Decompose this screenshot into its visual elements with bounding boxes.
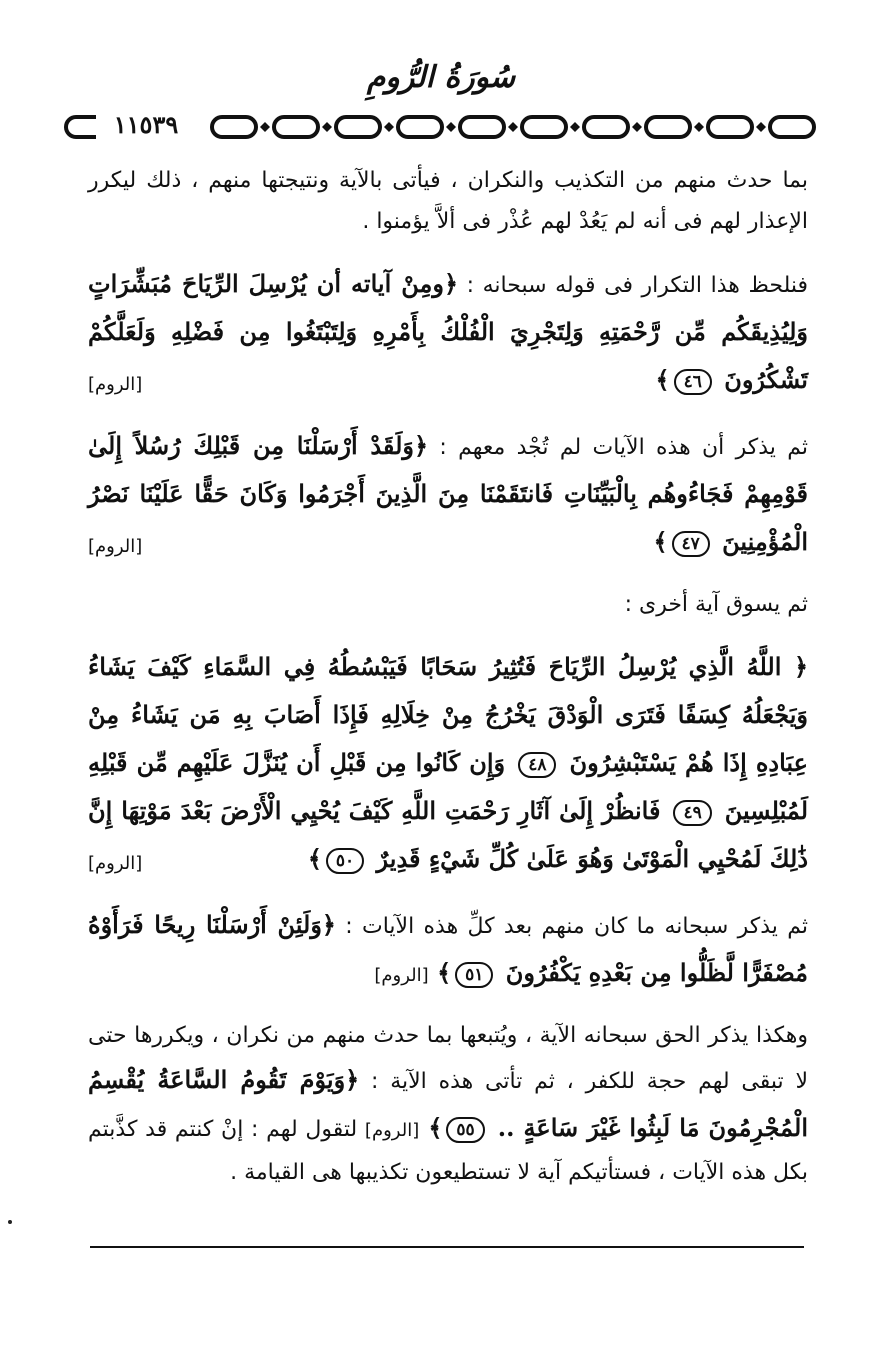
quran-verses-48-50 [88, 652, 808, 873]
surah-reference: [الروم] [374, 965, 429, 986]
open-bracket: ﴿ [443, 269, 459, 298]
close-bracket: ﴾ [653, 527, 668, 556]
ayah-number-badge: ٤٦ [674, 369, 712, 395]
open-bracket: ﴿ [793, 652, 809, 681]
page-body [88, 160, 808, 1211]
paragraph-4 [88, 584, 808, 625]
close-bracket: ﴾ [428, 1113, 443, 1142]
verse-text: وَيَوْمَ تَقُومُ السَّاعَةُ يُقْسِمُ الْمُجْرِمُونَ مَا لَبِثُوا غَيْرَ سَاعَةٍ .. [88, 1065, 809, 1142]
paragraph-6-intro: ثم يذكر سبحانه ما كان منهم بعد كلِّ هذه الآيات : [345, 914, 808, 939]
verse-text: ومِنْ آياته أن يُرْسِلَ الرِّيَاحَ مُبَشِّرَاتٍ وَلِيُذِيقَكُم مِّن رَّحْمَتِهِ وَلِتَجْرِيَ الْفُلْكُ بِأَمْرِهِ وَلِتَبْتَغُوا مِن فَضْلِهِ وَلَعَلَّكُمْ تَشْكُرُونَ [88, 269, 808, 394]
ayah-number-badge: ٥١ [455, 962, 493, 988]
open-bracket: ﴿ [413, 431, 429, 460]
ayah-number-badge: ٤٩ [673, 800, 711, 826]
paragraph-2-intro: فنلحظ هذا التكرار فى قوله سبحانه : [466, 273, 809, 298]
paragraph-1-text: بما حدث منهم من التكذيب والنكران ، فيأتى بالآية ونتيجتها منهم ، ذلك ليكرر الإعذار لهم فى أنه لم يَعُدْ لهم عُذْر فى ألاَّ يؤمنوا . [88, 168, 808, 234]
paragraph-5 [88, 643, 808, 883]
paragraph-7-closing: لتقول لهم : إنْ كنتم قد كذَّبتم بكل هذه الآيات ، فستأتيكم آية لا تستطيعون تكذيبها هى القيامة . [88, 1117, 808, 1185]
margin-dot [8, 1220, 12, 1224]
page-number: ١١٥٣٩ [96, 108, 196, 142]
verse-text: وَلَئِنْ أَرْسَلْنَا رِيحًا فَرَأَوْهُ مُصْفَرًّا لَّظَلُّوا مِن بَعْدِهِ يَكْفُرُونَ [88, 910, 808, 987]
close-bracket: ﴾ [437, 958, 452, 987]
verse-text: اللَّهُ الَّذِي يُرْسِلُ الرِّيَاحَ فَتُثِيرُ سَحَابًا فَيَبْسُطُهُ فِي السَّمَاءِ كَيْفَ يَشَاءُ وَيَجْعَلُهُ كِسَفًا فَتَرَى الْوَدْقَ يَخْرُجُ مِنْ خِلَالِهِ فَإِذَا أَصَابَ بِهِ مَن يَشَاءُ مِنْ عِبَادِهِ إِذَا هُمْ يَسْتَبْشِرُونَ [88, 652, 808, 777]
paragraph-4-text: ثم يسوق آية أخرى : [624, 592, 808, 617]
paragraph-3-intro: ثم يذكر أن هذه الآيات لم تُجْد معهم : [439, 435, 808, 460]
ayah-number-badge: ٤٨ [518, 752, 556, 778]
paragraph-7 [88, 1015, 808, 1193]
close-bracket: ﴾ [655, 365, 670, 394]
verse-text: وَلَقَدْ أَرْسَلْنَا مِن قَبْلِكَ رُسُلاً إِلَىٰ قَوْمِهِمْ فَجَاءُوهُم بِالْبَيِّنَاتِ فَانتَقَمْنَا مِنَ الَّذِينَ أَجْرَمُوا وَكَانَ حَقًّا عَلَيْنَا نَصْرُ الْمُؤْمِنِينَ [88, 431, 808, 556]
close-bracket: ﴾ [307, 844, 322, 873]
paragraph-2 [88, 260, 808, 404]
surah-title: سُورَةُ الرُّومِ [366, 60, 516, 95]
surah-reference: [الروم] [88, 853, 143, 874]
surah-reference: [الروم] [88, 536, 143, 557]
verse-text: فَانظُرْ إِلَىٰ آثَارِ رَحْمَتِ اللَّهِ كَيْفَ يُحْيِي الْأَرْضَ بَعْدَ مَوْتِهَا إِنَّ ذَٰلِكَ لَمُحْيِي الْمَوْتَىٰ وَهُوَ عَلَىٰ كُلِّ شَيْءٍ قَدِيرٌ [88, 796, 808, 873]
open-bracket: ﴿ [345, 1065, 360, 1094]
surah-reference: [الروم] [364, 1120, 420, 1141]
ayah-number-badge: ٤٧ [672, 531, 710, 557]
footer-rule [90, 1246, 804, 1248]
ayah-number-badge: ٥٠ [326, 848, 364, 874]
verse-text: وَإِن كَانُوا مِن قَبْلِ أَن يُنَزَّلَ عَلَيْهِم مِّن قَبْلِهِ لَمُبْلِسِينَ [88, 748, 808, 825]
paragraph-1 [88, 160, 808, 242]
paragraph-7-text: وهكذا يذكر الحق سبحانه الآية ، ويُتبعها بما حدث منهم من نكران ، ويكررها حتى لا تبقى لهم حجة للكفر ، ثم تأتى هذه الآية : [88, 1023, 808, 1094]
surah-reference: [الروم] [88, 374, 143, 395]
open-bracket: ﴿ [321, 910, 336, 939]
paragraph-6 [88, 901, 808, 997]
ayah-number-badge: ٥٥ [446, 1117, 484, 1143]
paragraph-3 [88, 422, 808, 566]
